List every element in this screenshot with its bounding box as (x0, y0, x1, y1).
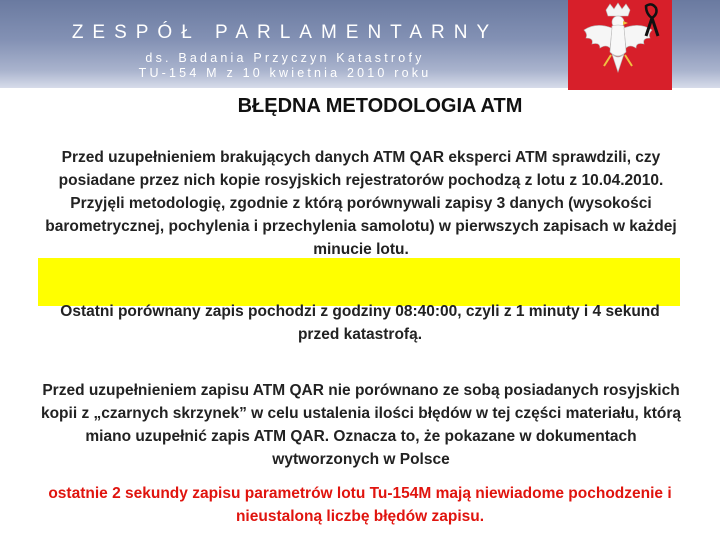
paragraph-last-compared-record: Ostatni porównany zapis pochodzi z godziny 08:40:00, czyli z 1 minuty i 4 sekund przed katastrofą. (60, 303, 660, 343)
header-subtitle-line1: ds. Badania Przyczyn Katastrofy (145, 51, 425, 65)
slide-title: BŁĘDNA METODOLOGIA ATM (237, 95, 523, 117)
header-title: ZESPÓŁ PARLAMENTARNY (71, 22, 499, 43)
paragraph-methodology: Przed uzupełnieniem brakujących danych ATM QAR eksperci ATM sprawdzili, czy posiadane przez nich kopie rosyjskich rejestratorów pochodzą z lotu z 10.04.2010. Przyjęli metodologię, zgodnie z którą porównywali zapisy 3 danych (wysokości barometrycznej, pochylenia i przechylenia samolotu) w pierwszych zapisach w każdej minucie lotu. (45, 149, 677, 258)
yellow-highlight-band (38, 258, 680, 306)
header-subtitle-line2: TU-154 M z 10 kwietnia 2010 roku (138, 66, 432, 80)
paragraph-conclusion-red: ostatnie 2 sekundy zapisu parametrów lotu Tu-154M mają niewiadome pochodzenie i nieustaloną liczbę błędów zapisu. (48, 485, 672, 525)
paragraph-no-comparison: Przed uzupełnieniem zapisu ATM QAR nie porównano ze sobą posiadanych rosyjskich kopii z „czarnych skrzynek” w celu ustalenia ilości błędów w tej części materiału, którą miano uzupełnić zapis ATM QAR. Oznacza to, że pokazane w dokumentach wytworzonych w Polsce (40, 382, 682, 468)
polish-eagle-icon (568, 0, 672, 90)
